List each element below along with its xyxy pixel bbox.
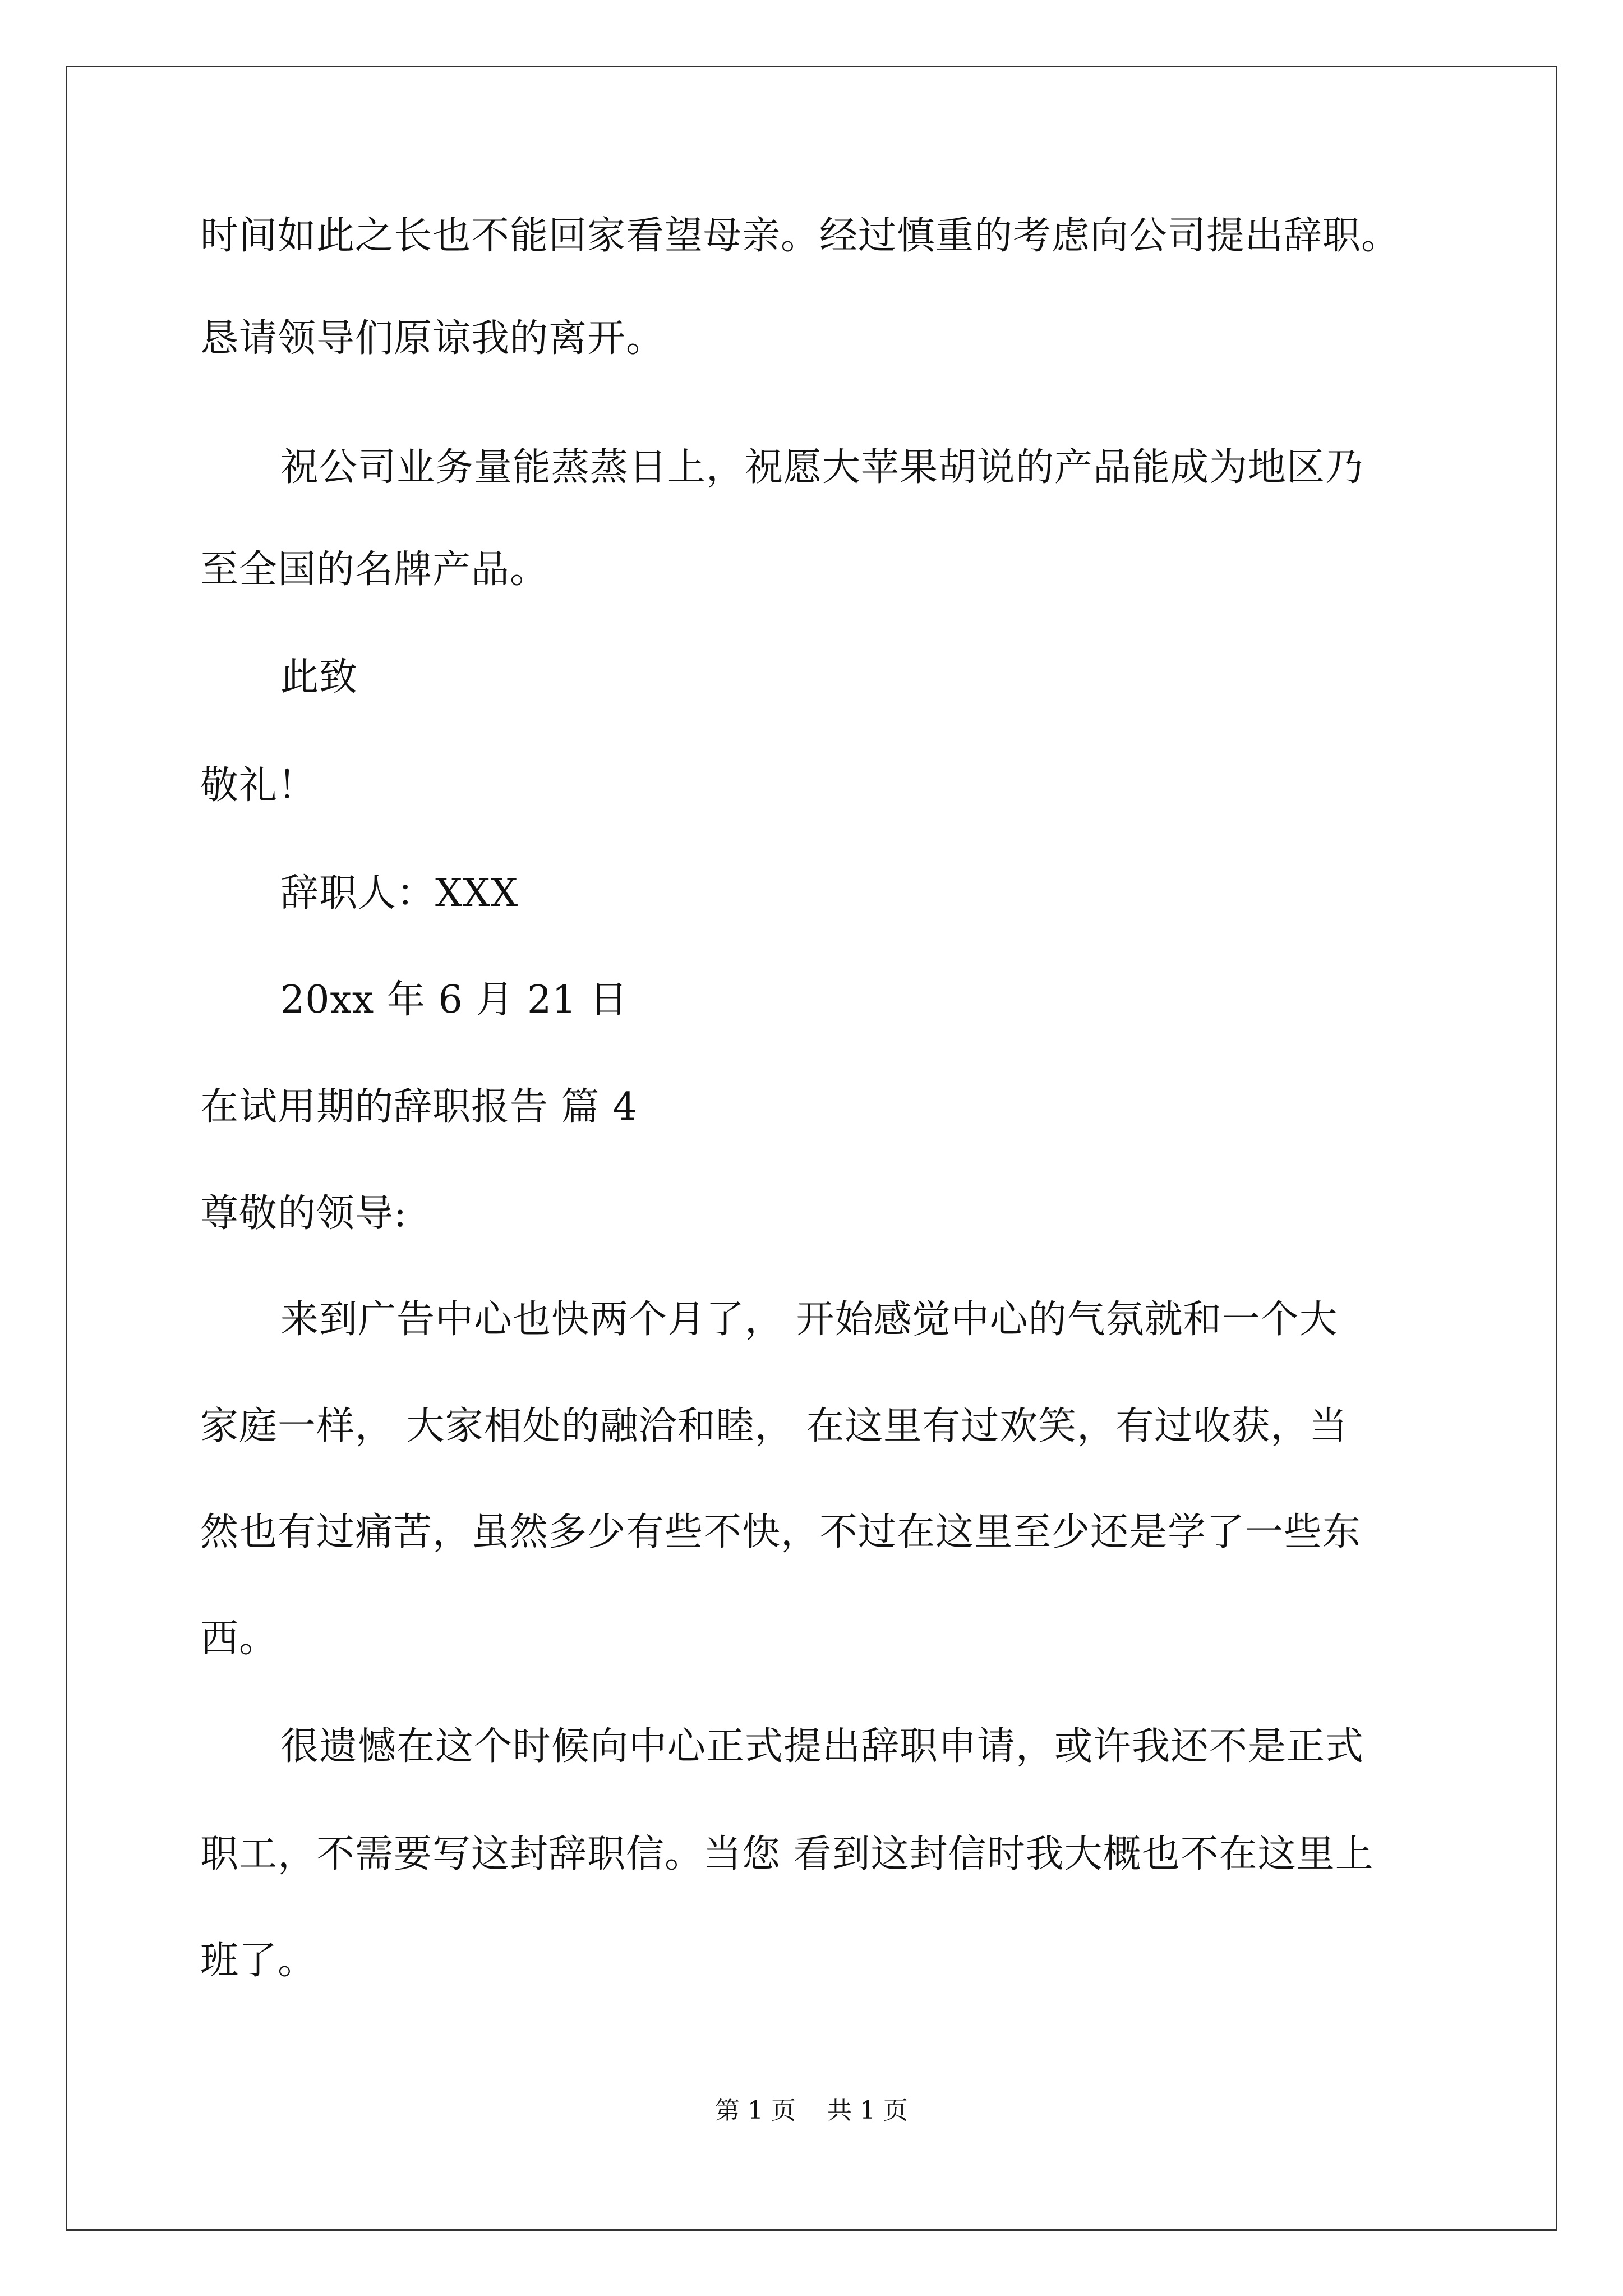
closing-respect: 敬礼！ <box>200 763 317 808</box>
page-border <box>66 66 1557 2231</box>
signature-line: 辞职人：XXX <box>280 871 519 915</box>
text-line: 班了。 <box>200 1939 317 1983</box>
text-line: 职工，不需要写这封辞职信。当您 看到这封信时我大概也不在这里上 <box>200 1832 1374 1876</box>
text-line: 恳请领导们原谅我的离开。 <box>200 316 665 361</box>
date-line: 20xx 年 6 月 21 日 <box>280 978 629 1022</box>
text-line: 至全国的名牌产品。 <box>200 547 549 592</box>
text-line: 祝公司业务量能蒸蒸日上，祝愿大苹果胡说的产品能成为地区乃 <box>280 445 1364 490</box>
text-line: 很遗憾在这个时候向中心正式提出辞职申请，或许我还不是正式 <box>280 1724 1364 1769</box>
closing-salutation: 此致 <box>280 655 358 700</box>
text-line: 时间如此之长也不能回家看望母亲。经过慎重的考虑向公司提出辞职。 <box>200 214 1400 258</box>
text-line: 西。 <box>200 1617 278 1661</box>
text-line: 家庭一样， 大家相处的融洽和睦， 在这里有过欢笑，有过收获，当 <box>200 1404 1348 1448</box>
text-line: 然也有过痛苦，虽然多少有些不快，不过在这里至少还是学了一些东 <box>200 1510 1362 1554</box>
page-footer: 第 1 页 共 1 页 <box>715 2096 908 2125</box>
section-heading: 在试用期的辞职报告 篇 4 <box>200 1085 638 1129</box>
text-line: 来到广告中心也快两个月了， 开始感觉中心的气氛就和一个大 <box>280 1297 1338 1342</box>
greeting-line: 尊敬的领导: <box>200 1191 407 1236</box>
